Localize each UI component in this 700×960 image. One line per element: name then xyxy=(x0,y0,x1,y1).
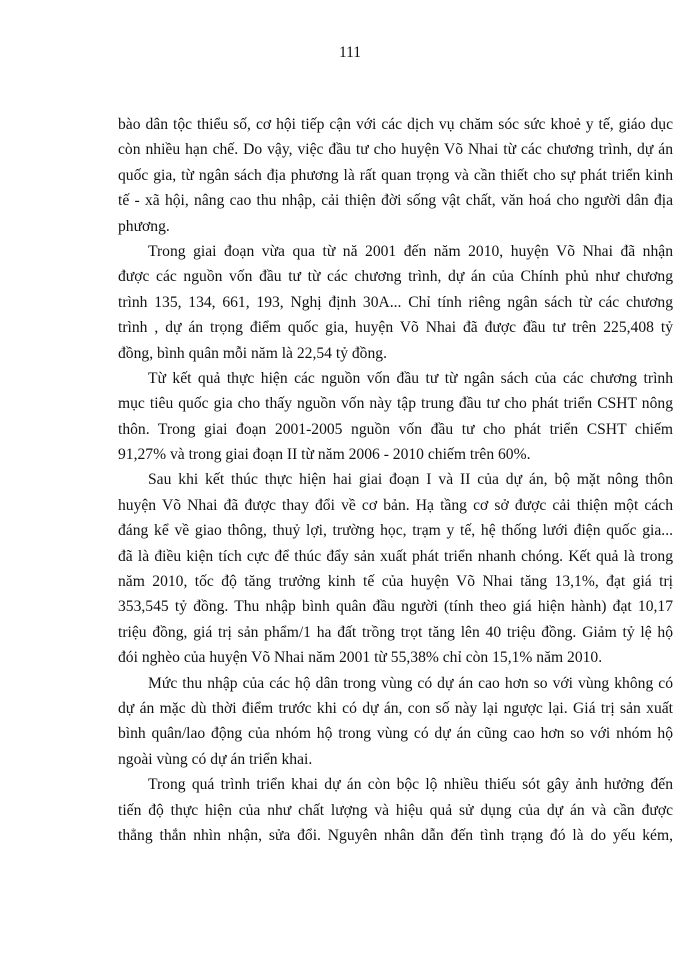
text-line: bình quân/lao động của nhóm hộ trong vùng có dự án cũng cao hơn so với nhóm hộ xyxy=(118,725,673,743)
text-line: được các nguồn vốn đầu tư từ các chương trình, dự án của Chính phủ như chương xyxy=(118,268,673,286)
text-line: 91,27% và trong giai đoạn II từ năm 2006 - 2010 chiếm trên 60%. xyxy=(118,446,531,464)
text-line: năm 2010, tốc độ tăng trưởng kinh tế của huyện Võ Nhai tăng 13,1%, đạt giá trị xyxy=(118,573,673,591)
text-line: thôn. Trong giai đoạn 2001-2005 nguồn vốn đầu tư cho phát triển CSHT chiếm xyxy=(118,420,673,438)
text-line: 353,545 tỷ đồng. Thu nhập bình quân đầu người (tính theo giá hiện hành) đạt 10,17 xyxy=(118,598,673,616)
text-line: tế - xã hội, nâng cao thu nhập, cải thiện đời sống vật chất, văn hoá cho người dân địa xyxy=(118,192,673,210)
text-line: Trong quá trình triển khai dự án còn bộc lộ nhiều thiếu sót gây ảnh hưởng đến xyxy=(148,776,673,794)
text-line: ngoài vùng có dự án triển khai. xyxy=(118,750,313,768)
text-line: quốc gia, từ ngân sách địa phương là rất quan trọng và cần thiết cho sự phát triển kinh xyxy=(118,166,673,184)
text-line: huyện Võ Nhai đã được thay đổi về cơ bản. Hạ tầng cơ sở được cải thiện một cách xyxy=(118,496,673,514)
text-line: đói nghèo của huyện Võ Nhai năm 2001 từ 55,38% chỉ còn 15,1% năm 2010. xyxy=(118,649,603,667)
text-line: Trong giai đoạn vừa qua từ nă 2001 đến năm 2010, huyện Võ Nhai đã nhận xyxy=(148,242,673,260)
paragraph xyxy=(118,239,673,366)
text-line: đáng kể về giao thông, thuỷ lợi, trường học, trạm y tế, hệ thống lưới điện quốc gia... xyxy=(118,522,673,540)
paragraph xyxy=(118,112,673,239)
text-line: Sau khi kết thúc thực hiện hai giai đoạn I và II của dự án, bộ mặt nông thôn xyxy=(148,471,673,489)
text-line: trình , dự án trọng điểm quốc gia, huyện Võ Nhai đã được đầu tư trên 225,408 tỷ xyxy=(118,319,673,337)
page-number: 111 xyxy=(338,44,362,61)
text-line: Mức thu nhập của các hộ dân trong vùng có dự án cao hơn so với vùng không có xyxy=(148,674,673,692)
text-line: đồng, bình quân mỗi năm là 22,54 tỷ đồng. xyxy=(118,344,387,362)
body-text xyxy=(118,112,673,848)
text-line: đã là điều kiện tích cực để thúc đẩy sản xuất phát triển nhanh chóng. Kết quả là trong xyxy=(118,547,673,565)
text-line: triệu đồng, giá trị sản phẩm/1 ha đất trồng trọt tăng lên 40 triệu đồng. Giảm tỷ lệ hộ xyxy=(118,623,673,641)
paragraph xyxy=(118,366,673,468)
paragraph xyxy=(118,772,673,848)
text-line: phương. xyxy=(118,217,170,235)
text-line: tiến độ thực hiện của như chất lượng và hiệu quả sử dụng của dự án và cần được xyxy=(118,801,673,819)
text-line: thẳng thắn nhìn nhận, sửa đổi. Nguyên nhân dẫn đến tình trạng đó là do yếu kém, xyxy=(118,826,673,844)
paragraph xyxy=(118,671,673,773)
text-line: dự án mặc dù thời điểm trước khi có dự án, con số này lại ngược lại. Giá trị sản xuất xyxy=(118,699,673,717)
text-line: Từ kết quả thực hiện các nguồn vốn đầu tư từ ngân sách của các chương trình xyxy=(148,369,673,387)
text-line: mục tiêu quốc gia cho thấy nguồn vốn này tập trung đầu tư cho phát triển CSHT nông xyxy=(118,395,673,413)
text-line: bào dân tộc thiểu số, cơ hội tiếp cận với các dịch vụ chăm sóc sức khoẻ y tế, giáo dục xyxy=(118,116,673,133)
text-line: còn nhiều hạn chế. Do vậy, việc đầu tư cho huyện Võ Nhai từ các chương trình, dự án xyxy=(118,141,673,159)
text-line: trình 135, 134, 661, 193, Nghị định 30A... Chỉ tính riêng ngân sách từ các chương xyxy=(118,293,673,311)
paragraph xyxy=(118,467,673,670)
